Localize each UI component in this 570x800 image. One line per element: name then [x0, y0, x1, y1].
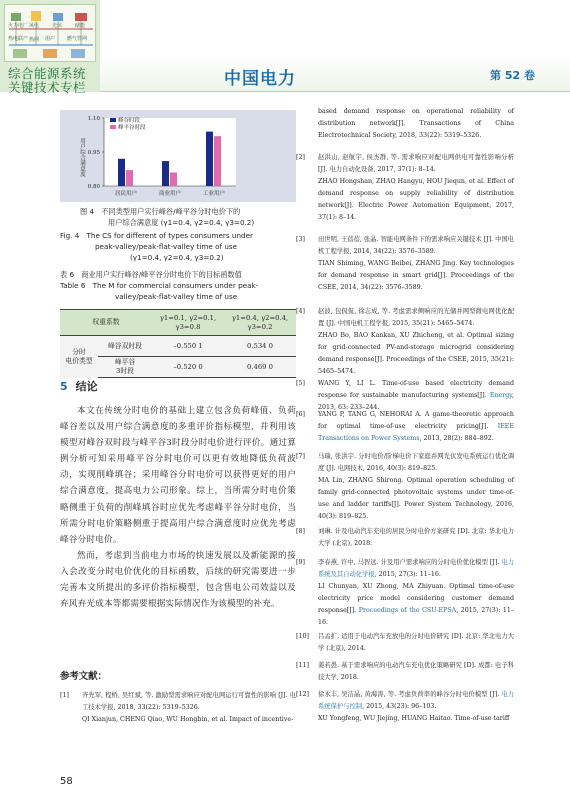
- reference-number: [1]: [60, 692, 69, 699]
- table-caption-en: Table 6 The M for commercial consumers under peak-: [60, 281, 259, 290]
- table-header-cell: [224, 310, 296, 336]
- reference-text: [318, 451, 514, 522]
- reference-en: TIAN Shiming, WANG Beibei, ZHANG Jing. Key technologies for demand response in smart grid[J]. Proceedings of the CSEE, 2014, 34(22): 3576–3589.: [318, 259, 514, 291]
- logo-label: 光伏: [52, 23, 63, 29]
- reference-number: [11]: [296, 662, 309, 669]
- reference-cn: 马瑞, 张洪宇. 分时电价/阶梯电价下家庭并网光伏发电系统运行优化调度 [J]. 电网技术, 2016, 40(3): 819–825.: [318, 453, 514, 472]
- reference-en-main: LI Chunyan, XU Zhong, MA Zhiyuan. Optimal time-of-use electricity price model considering customer demand response[J].: [318, 582, 514, 614]
- logo-label: 储能: [75, 23, 86, 29]
- rowgroup-line: 电价类型: [65, 356, 93, 365]
- references-heading: 参考文献：: [60, 671, 107, 682]
- reference-en: MA Lin, ZHANG Shirong. Optimal operation scheduling of family grid-connected photovoltaic systems under time-of-use and ladder tariffs[J]. Power System Technology, 2016, 40(3): 819–825.: [318, 476, 514, 520]
- x-tick-label: 居民用户: [114, 191, 138, 197]
- reference-number: [6]: [296, 411, 305, 418]
- volume-number: 第 52 卷: [490, 69, 535, 82]
- reference-text: [82, 690, 296, 726]
- table-header-cell: 权重系数: [60, 310, 152, 336]
- reference-number: [4]: [296, 308, 305, 315]
- reference-journal-link[interactable]: IEEE Transactions on Power Systems: [318, 422, 514, 442]
- page-header: [0, 0, 570, 95]
- bar-peak-valley: [162, 161, 169, 186]
- reference-number: [7]: [296, 453, 305, 460]
- table-row: [60, 336, 296, 357]
- y-tick-label: 0.80: [87, 184, 100, 190]
- x-tick-label: 商业用户: [158, 191, 182, 197]
- figure-caption-cn: 图 4 不同类型用户实行峰谷/峰平谷分时电价下的: [80, 207, 241, 216]
- reference-text: [318, 152, 514, 223]
- reference-text: 吕孟扩. 适用于电动汽车充放电的分时电价研究 [D]. 北京: 华北电力大学 (北京), 2014.: [318, 633, 514, 652]
- logo-label: 热网: [29, 37, 40, 43]
- reference-cn: 田世明, 王蓓蓓, 张晶. 智能电网条件下的需求响应关键技术 [J]. 中国电机工程学报, 2014, 34(22): 3576–3589.: [318, 236, 514, 255]
- logo-label: 风电: [29, 23, 40, 29]
- legend-label: 峰谷时段: [118, 118, 141, 124]
- reference-cn-main: 徐永丰, 吴洁晶, 黄海涛, 等. 考虑负荷率的峰谷分时电价模型 [J].: [318, 691, 502, 698]
- table-cell: 0.534 0: [224, 336, 296, 357]
- table-cell: –0.520 0: [152, 357, 224, 378]
- reference-number: [2]: [296, 154, 305, 161]
- table-row-label: 峰谷双时段: [98, 336, 152, 357]
- reference-en: QI Xianjun, CHENG Qiao, WU Hongbin, et al. Impact of incentive-: [82, 715, 294, 723]
- reference-cn-tail: , 2015, 27(3): 11–16.: [374, 570, 441, 578]
- row-label-line: 峰平谷: [114, 358, 136, 366]
- reference-cn-tail: , 2015, 43(23): 96–103.: [362, 702, 437, 710]
- reference-number: [9]: [296, 559, 305, 566]
- journal-title: 中国电力: [224, 69, 296, 89]
- table-cell: 0.469 0: [224, 357, 296, 378]
- table-header-row: [60, 310, 296, 336]
- reference-journal-link[interactable]: Energy: [489, 391, 512, 399]
- logo-label: 热电联产: [8, 36, 29, 42]
- reference-en: YANG P, TANG G, NEHORAI A. A game-theoretic approach for optimal time-of-use electricity pricing[J].: [318, 411, 514, 430]
- row-label-line: 3时段: [116, 367, 134, 375]
- header-line: γ1=0.4, γ2=0.4,: [231, 313, 289, 322]
- y-tick-label: 1.10: [87, 116, 100, 122]
- figure-caption-en: peak-valley/peak-flat-valley time of use: [95, 242, 238, 251]
- bar-chart-svg: [60, 110, 296, 202]
- bar-peak-flat-valley: [214, 136, 221, 186]
- logo-label: 用户: [45, 36, 56, 42]
- reference-text: [318, 234, 514, 294]
- reference-cn: [318, 557, 514, 581]
- logo-label: 火力电厂: [8, 23, 29, 29]
- reference-number: [10]: [296, 633, 309, 640]
- reference-en: XU Yongfeng, WU Jiejing, HUANG Haitao. Time-of-use tariff: [318, 714, 510, 722]
- reference-cn: 赵洪山, 赵航宇, 侯杰群, 等. 需求响应对配电网供电可靠性影响分析 [J]. 电力自动化设备, 2017, 37(1): 8–14.: [318, 154, 514, 173]
- figure-4-chart: [60, 110, 296, 202]
- reference-text: [318, 689, 514, 725]
- column-title-line2: 关键技术专栏: [8, 80, 87, 95]
- reference-en: WANG Y, LI L. Time-of-use based electricity demand response for sustainable manufacturing systems[J].: [318, 380, 514, 399]
- reference-journal-link[interactable]: Proceedings of the CSU-EPSA: [358, 606, 457, 614]
- reference-text: 姜若愚. 基于需求响应的电动汽车充电优化策略研究 [D]. 成都: 电子科技大学, 2018.: [318, 662, 514, 681]
- y-tick-label: 0.95: [87, 150, 100, 156]
- bar-peak-valley: [118, 159, 125, 186]
- reference-en-tail: , 2013, 28(2): 884–892.: [419, 434, 494, 442]
- rowgroup-line: 分时: [72, 347, 86, 356]
- reference-text: [318, 409, 514, 445]
- reference-journal-link[interactable]: 电力系统保护与控制: [318, 691, 514, 710]
- column-title-line1: 综合能源系统: [8, 66, 87, 81]
- section-title: 结论: [75, 380, 98, 393]
- legend-swatch: [110, 118, 116, 122]
- figure-caption-en: Fig. 4 The CS for different of types consumers under: [60, 231, 253, 240]
- paragraph: 本文在传统分时电价的基础上建立包含负荷峰值、负荷峰谷差以及用户综合满意度的多重评价指标模型，并利用该模型对峰谷双时段与峰平谷3时段分时电价进行评价。通过算例分析可知采用峰平谷分时电价可以更有效地降低负荷波动，实现削峰填谷；采用峰谷分时电价可以获得更好的用户综合满意度，提高电力公司形象。综上，当所需分时电价策略侧重于负荷的削峰填谷时应优先考虑峰平谷分时电价，当所需分时电价策略侧重于提高用户综合满意度时应优先考虑峰谷分时电价。: [60, 406, 296, 545]
- reference-en: [318, 581, 514, 629]
- table-cell: –0.550 1: [152, 336, 224, 357]
- table-rowgroup-cell: [60, 336, 98, 378]
- bar-peak-flat-valley: [170, 172, 177, 186]
- reference-cn-main: 李春燕, 许中, 马智远. 计及用户需求响应的分时电价优化模型 [J].: [318, 559, 502, 566]
- bar-peak-valley: [206, 132, 213, 186]
- page-number: 58: [60, 776, 73, 787]
- section-heading: [60, 378, 98, 394]
- reference-number: [12]: [296, 691, 309, 698]
- table-header-cell: [152, 310, 224, 336]
- reference-en: ZHAO Hongshan, ZHAO Hangyu, HOU Jiequn, et al. Effect of demand response on supply reliability of distribution network[J]. Electric Power Automation Equipment, 2017, 37(1): 8–14.: [318, 177, 514, 221]
- energy-system-diagram-icon: [4, 4, 96, 62]
- logo-label: 燃气管网: [67, 36, 88, 42]
- reference-en-tail: , 2015, 27(3): 11–16.: [318, 606, 514, 626]
- table-6: [60, 309, 296, 378]
- reference-text: [318, 557, 514, 628]
- reference-text: 刘琳. 计及电动汽车充电的居民分时电价方案研究 [D]. 北京: 华北电力大学 (北京), 2018.: [318, 528, 514, 547]
- bar-peak-flat-valley: [126, 170, 133, 186]
- reference-number: [3]: [296, 236, 305, 243]
- figure-caption-en: (γ1=0.4, γ2=0.4, γ3=0.2): [130, 253, 224, 262]
- section-number: 5: [60, 380, 68, 393]
- table-caption-en: valley/peak-flat-valley time of use: [115, 292, 238, 301]
- body-text: [60, 403, 296, 612]
- reference-text: based demand response on operational reliability of distribution network[J]. Transactions of China Electrotechnical Society, 2018, 33(22): 5319–5326.: [318, 108, 514, 139]
- reference-cn: [318, 689, 514, 713]
- column-logo: [0, 0, 100, 95]
- x-tick-label: 工业用户: [202, 191, 226, 197]
- header-line: γ3=0.8: [175, 322, 201, 331]
- reference-cn: 赵波, 包侃侃, 徐志成, 等. 考虑需求侧响应的光储并网型微电网优化配置 [J]. 中国电机工程学报, 2015, 35(21): 5465–5474.: [318, 308, 514, 327]
- table-caption-cn: 表 6 商业用户实行峰谷/峰平谷分时电价下的目标函数值: [60, 270, 242, 279]
- header-line: γ1=0.1, γ2=0.1,: [159, 313, 217, 322]
- reference-en-tail: , 2013, 63: 233–244.: [318, 391, 514, 411]
- table-row-label: [98, 357, 152, 378]
- reference-number: [8]: [296, 528, 305, 535]
- legend-label: 峰平谷时段: [118, 125, 146, 131]
- reference-en: ZHAO Bo, BAO Kankan, XU Zhicheng, et al. Optimal sizing for grid-connected PV-and-storage microgrid considering demand response[J]. Proceedings of the CSEE, 2015, 35(21): 5465–5474.: [318, 331, 514, 375]
- legend-swatch: [110, 125, 116, 129]
- reference-text: [318, 306, 514, 377]
- figure-caption-cn: 用户综合满意度 (γ1=0.4, γ2=0.4, γ3=0.2): [108, 218, 255, 227]
- header-line: γ3=0.2: [247, 322, 273, 331]
- reference-number: [5]: [296, 380, 305, 387]
- y-axis-label: 用户综合满意度: [79, 138, 85, 177]
- reference-journal-link[interactable]: 电力系统及其自动化学报: [318, 559, 515, 578]
- paragraph: 然而，考虑到当前电力市场的快速发展以及新能源的接入会改变分时电价优化的目标函数，后续的研究需要进一步完善本文所提出的多评价指标模型，包含售电公司效益以及弃风弃光成本等都需要根据实际情况作为该模型的补充。: [60, 550, 296, 610]
- reference-cn: 齐先军, 程桥, 吴红斌, 等. 激励型需求响应对配电网运行可靠性的影响 [J]. 电工技术学报, 2018, 33(22): 5319–5326.: [82, 692, 296, 711]
